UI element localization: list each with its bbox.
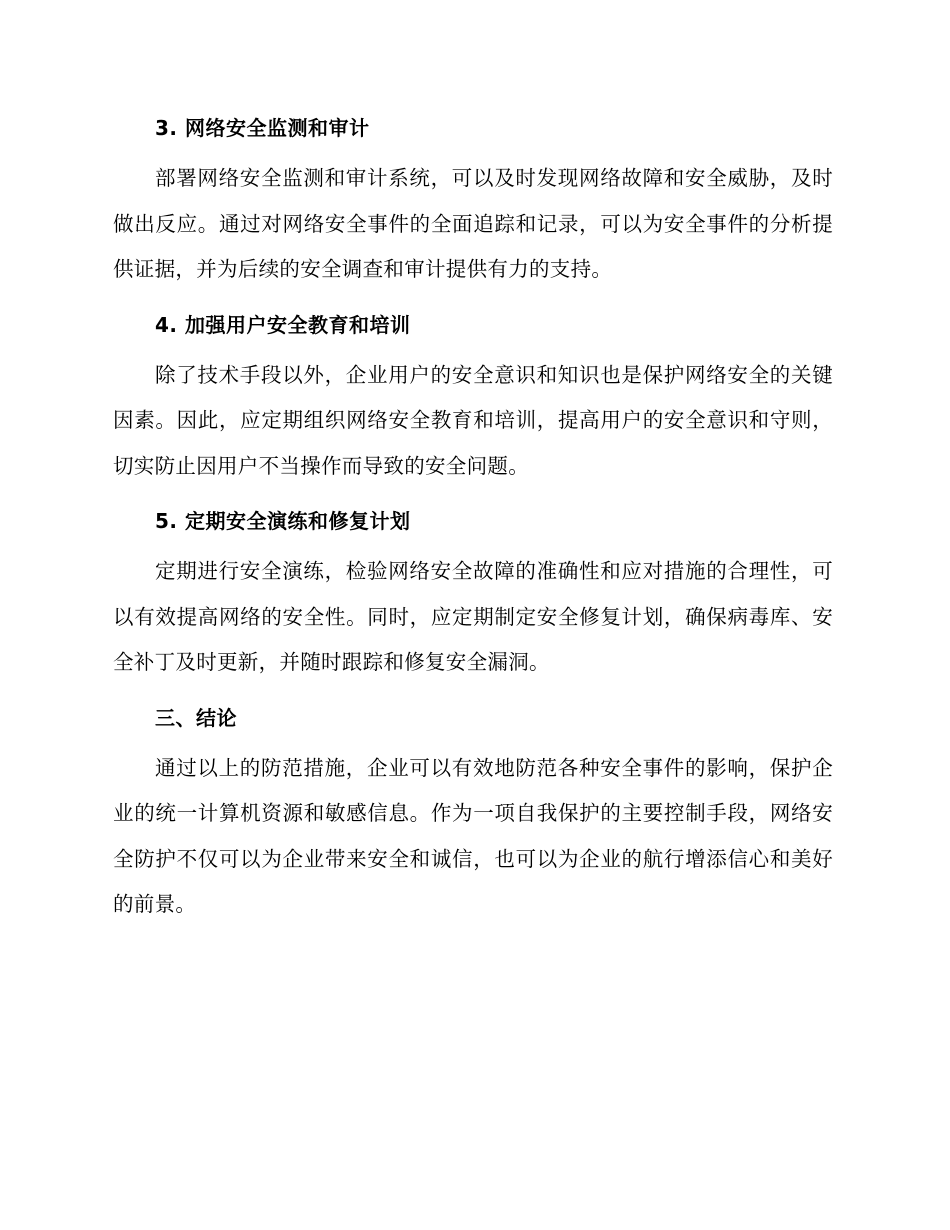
section-heading-drills-repair: 5. 定期安全演练和修复计划 [155, 509, 411, 533]
section-heading-conclusion: 三、结论 [155, 705, 237, 730]
document-body [113, 110, 833, 928]
section-heading-user-training: 4. 加强用户安全教育和培训 [155, 312, 411, 337]
section-paragraph-conclusion: 通过以上的防范措施，企业可以有效地防范各种安全事件的影响，保护企业的统一计算机资源和敏感信息。作为一项自我保护的主要控制手段，网络安全防护不仅可以为企业带来安全和诚信，也可以为企业的航行增添信心和美好的前景。 [113, 755, 833, 916]
section-paragraph-drills-repair: 定期进行安全演练，检验网络安全故障的准确性和应对措施的合理性，可以有效提高网络的安全性。同时，应定期制定安全修复计划，确保病毒库、安全补丁及时更新，并随时跟踪和修复安全漏洞。 [113, 559, 833, 674]
section-paragraph-monitoring-audit: 部署网络安全监测和审计系统，可以及时发现网络故障和安全威胁，及时做出反应。通过对网络安全事件的全面追踪和记录，可以为安全事件的分析提供证据，并为后续的安全调查和审计提供有力的支持。 [113, 166, 833, 281]
section-paragraph-user-training: 除了技术手段以外，企业用户的安全意识和知识也是保护网络安全的关键因素。因此，应定期组织网络安全教育和培训，提高用户的安全意识和守则，切实防止因用户不当操作而导致的安全问题。 [113, 362, 833, 478]
section-heading-monitoring-audit: 3. 网络安全监测和审计 [155, 116, 370, 140]
